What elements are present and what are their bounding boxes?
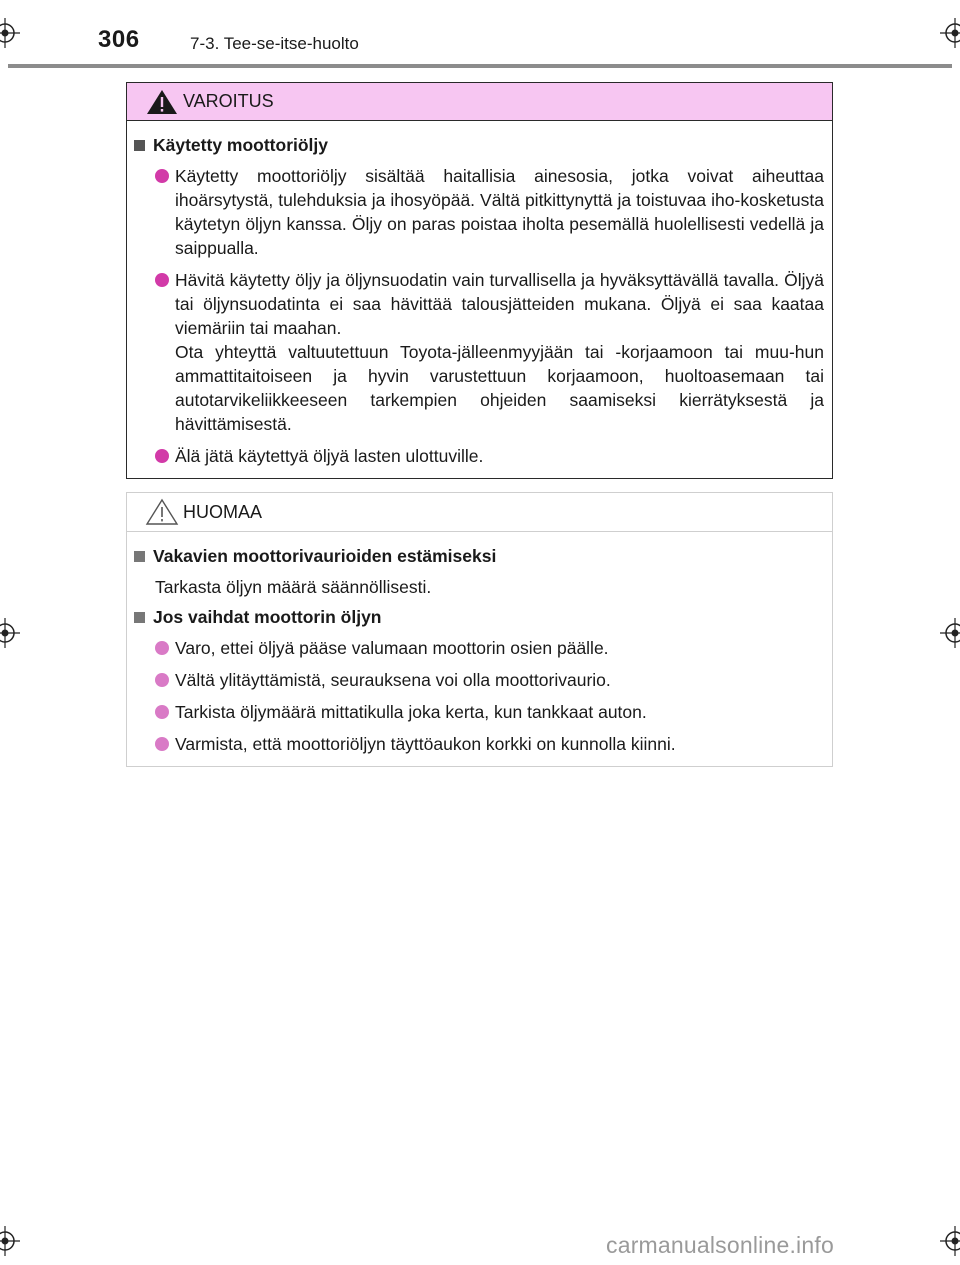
crosshair-icon xyxy=(940,618,960,648)
warning-subheading: Käytetty moottoriöljy xyxy=(131,135,824,156)
square-bullet-icon xyxy=(134,140,145,151)
notice-body xyxy=(127,532,832,756)
notice-subheading-1: Vakavien moottorivaurioiden estämiseksi xyxy=(131,546,824,567)
notice-header xyxy=(127,493,832,532)
crosshair-icon xyxy=(0,18,20,48)
bullet-dot-icon xyxy=(155,705,169,719)
warning-title: VAROITUS xyxy=(183,91,274,111)
crosshair-icon xyxy=(940,1226,960,1256)
bullet-dot-icon xyxy=(155,449,169,463)
warning-body xyxy=(127,121,832,468)
registration-mark-bottom-left xyxy=(0,1226,20,1256)
warning-header xyxy=(127,83,832,121)
list-item: Varo, ettei öljyä pääse valumaan moottorin osien päälle. xyxy=(131,636,824,660)
square-bullet-icon xyxy=(134,612,145,623)
bullet-dot-icon xyxy=(155,641,169,655)
caution-triangle-icon xyxy=(145,498,179,526)
list-item: Tarkista öljymäärä mittatikulla joka kerta, kun tankkaat auton. xyxy=(131,700,824,724)
registration-mark-mid-left xyxy=(0,618,20,648)
warning-triangle-icon xyxy=(145,88,179,116)
notice-box xyxy=(126,492,833,767)
section-title: 7-3. Tee-se-itse-huolto xyxy=(190,34,359,53)
notice-title: HUOMAA xyxy=(183,501,263,522)
list-item: Älä jätä käytettyä öljyä lasten ulottuville. xyxy=(131,444,824,468)
header-divider xyxy=(8,64,952,68)
bullet-dot-icon xyxy=(155,273,169,287)
list-item: Hävitä käytetty öljy ja öljynsuodatin vain turvallisella ja hyväksyttävällä tavalla. Öljyä tai öljynsuodatinta ei saa hävittää talousjätteiden mukana. Öljyä ei saa kaataa viemäriin tai maahan. Ota yhteyttä valtuutettuun Toyota-jälleenmyyjään tai -korjaamoon tai muu-hun ammattitaitoiseen ja hyvin varustettuun korjaamoon, huoltoasemaan tai autotarvikeliikkeeseen tarkempien ohjeiden saamiseksi kierrätyksestä ja hävittämisestä. xyxy=(131,268,824,436)
bullet-dot-icon xyxy=(155,673,169,687)
list-item: Käytetty moottoriöljy sisältää haitallisia ainesosia, jotka voivat aiheuttaa ihoärsytystä, tulehduksia ja ihosyöpää. Vältä pitkittynyttä ja toistuvaa iho-kosketusta käytetyn öljyn kanssa. Öljy on paras poistaa iholta pesemällä huolellisesti vedellä ja saippualla. xyxy=(131,164,824,260)
registration-mark-top-left xyxy=(0,18,20,48)
crosshair-icon xyxy=(0,1226,20,1256)
registration-mark-top-right xyxy=(940,18,960,48)
crosshair-icon xyxy=(940,18,960,48)
list-item: Varmista, että moottoriöljyn täyttöaukon korkki on kunnolla kiinni. xyxy=(131,732,824,756)
bullet-dot-icon xyxy=(155,737,169,751)
list-item: Vältä ylitäyttämistä, seurauksena voi olla moottorivaurio. xyxy=(131,668,824,692)
watermark: carmanualsonline.info xyxy=(606,1232,834,1258)
registration-mark-mid-right xyxy=(940,618,960,648)
registration-mark-bottom-right xyxy=(940,1226,960,1256)
notice-subheading-2: Jos vaihdat moottorin öljyn xyxy=(131,607,824,628)
crosshair-icon xyxy=(0,618,20,648)
bullet-dot-icon xyxy=(155,169,169,183)
notice-text-1: Tarkasta öljyn määrä säännöllisesti. xyxy=(155,577,432,597)
square-bullet-icon xyxy=(134,551,145,562)
page-number: 306 xyxy=(98,26,140,53)
warning-box xyxy=(126,82,833,479)
